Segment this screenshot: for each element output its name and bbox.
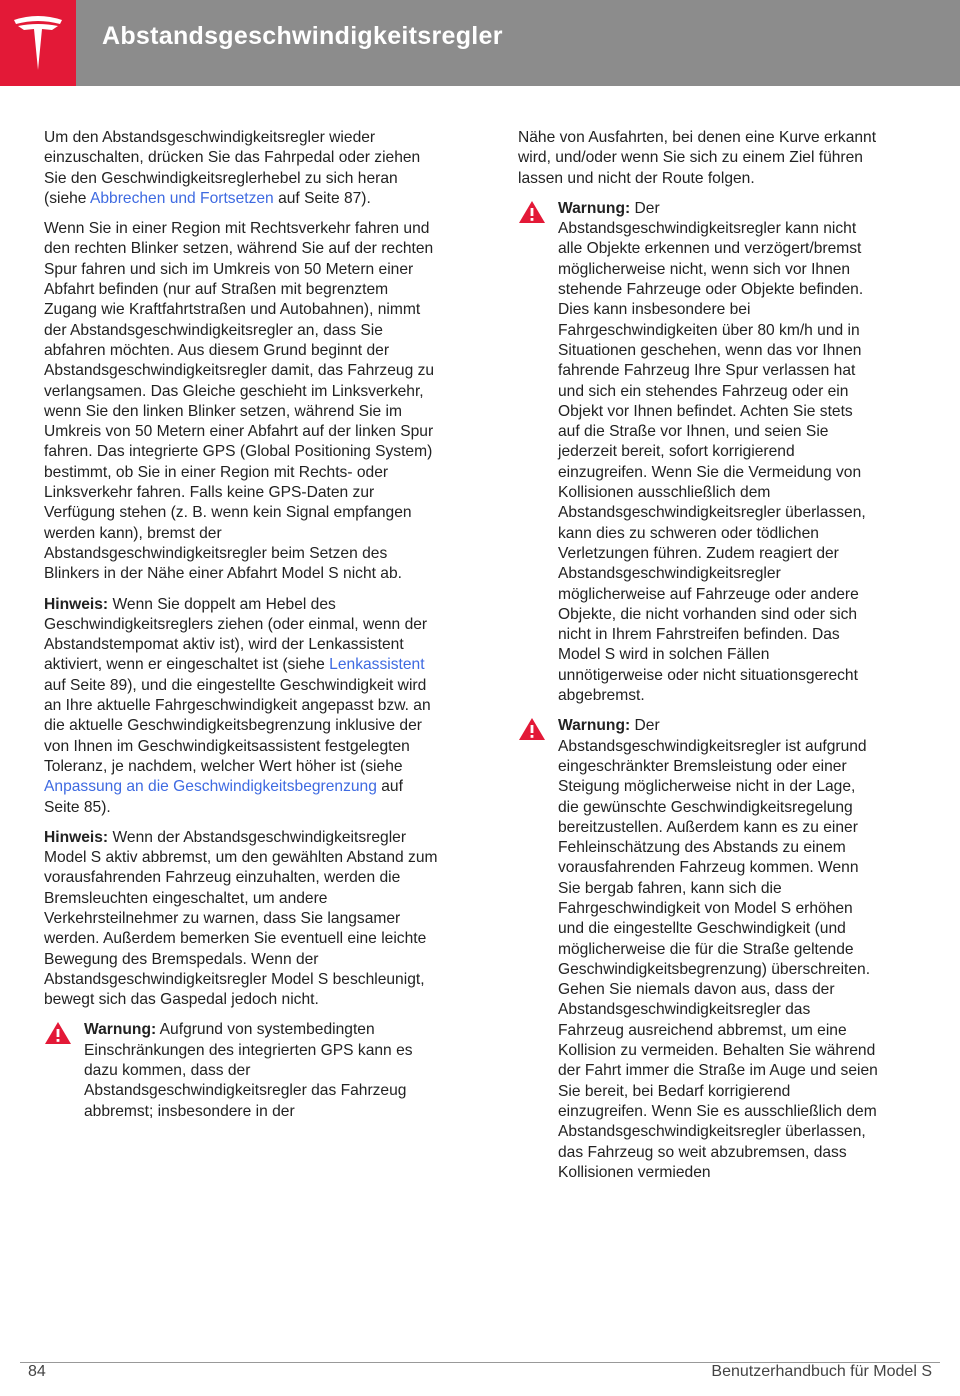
paragraph-continuation: Nähe von Ausfahrten, bei denen eine Kurve erkannt wird, und/oder wenn Sie sich zu einem Ziel führen lassen und nicht der Route folgen. <box>518 129 877 187</box>
paragraph-exit-detection: Wenn Sie in einer Region mit Rechtsverkehr fahren und den rechten Blinker setzen, während Sie auf der rechten Spur fahren und sich im Umkreis von 50 Metern einer Abfahrt befinden (nur auf Straßen mit begrenztem Zugang wie Kraftfahrtstraßen und Autobahnen), nimmt der Abstandsgeschwindigkeitsregler an, dass Sie abfahren möchten. Aus diesem Grund beginnt der Abstandsgeschwindigkeitsregler damit, das Fahrzeug zu verlangsamen. Das Gleiche geschieht im Linksverkehr, wenn Sie den linken Blinker setzen, während Sie im Umkreis von 50 Metern einer Abfahrt auf der linken Spur fahren. Das integrierte GPS (Global Positioning System) bestimmt, ob Sie in einer Region mit Rechts- oder Linksverkehr fahren. Falls keine GPS-Daten zur Verfügung stehen (z. B. wenn kein Signal empfangen werden kann), bremst der Abstandsgeschwindigkeitsregler beim Setzen des Blinkers in der Nähe einer Abfahrt Model S nicht ab. <box>44 220 435 583</box>
note-brake-lights: Hinweis: Wenn der Abstandsgeschwindigkeitsregler Model S aktiv abbremst, um den gewählten Abstand zum vorausfahrenden Fahrzeug einzuhalten, werden die Bremsleuchten eingeschaltet, um andere Verkehrsteilnehmer zu warnen, dass Sie langsamer werden. Außerdem bemerken Sie eventuell eine leichte Bewegung des Bremspedals. Wenn der Abstandsgeschwindigkeitsregler Model S beschleunigt, bewegt sich das Gaspedal jedoch nicht. <box>44 828 438 1009</box>
tesla-logo <box>0 0 76 86</box>
paragraph-reactivate: Um den Abstandsgeschwindigkeitsregler wieder einzuschalten, drücken Sie das Fahrpedal oder ziehen Sie den Geschwindigkeitsreglerhebel zu sich heran (siehe Abbrechen und Fortsetzen auf Seite 87). <box>44 129 421 207</box>
warning-braking-capacity: Warnung: Der Abstandsgeschwindigkeitsregler ist aufgrund eingeschränkter Bremsleistung oder einer Steigung möglicherweise nicht in der Lage, die gewünschte Geschwindigkeitsregelung bereitzustellen. Außerdem kann es zu einer Fehleinschätzung des Abstands zu einem vorausfahrenden Fahrzeug kommen. Wenn Sie bergab fahren, kann sich die Fahrgeschwindigkeit von Model S erhöhen und die eingestellte Geschwindigkeit (und möglicherweise die für die Straße geltende Geschwindigkeitsbegrenzung) überschreiten. Gehen Sie niemals davon aus, dass der Abstandsgeschwindigkeitsregler das Fahrzeug ausreichend abbremst, um eine Kollision zu vermeiden. Behalten Sie während der Fahrt immer die Straße im Auge und seien Sie bereit, bei Bedarf korrigierend einzugreifen. Wenn Sie es ausschließlich dem Abstandsgeschwindigkeitsregler überlassen, das Fahrzeug so weit abzubremsen, dass Kollisionen vermieden <box>518 716 878 1183</box>
link-geschwindigkeitsbegrenzung[interactable]: Anpassung an die Geschwindigkeitsbegrenzung <box>44 778 377 796</box>
warning-triangle-icon <box>44 1021 72 1045</box>
page-title: Abstandsgeschwindigkeitsregler <box>102 22 503 50</box>
page-number: 84 <box>28 1363 46 1380</box>
warning-label: Warnung: <box>84 1021 157 1039</box>
note-label: Hinweis: <box>44 828 109 846</box>
tesla-logo-icon <box>12 14 64 72</box>
page-header <box>0 0 960 86</box>
footer-manual-title: Benutzerhandbuch für Model S <box>711 1363 932 1380</box>
warning-object-detection: Warnung: Der Abstandsgeschwindigkeitsregler kann nicht alle Objekte erkennen und verzögert/bremst möglicherweise nicht, wenn sich vor Ihnen stehende Fahrzeuge oder Objekte befinden. Dies kann insbesondere bei Fahrgeschwindigkeiten über 80 km/h und in Situationen geschehen, wenn das vor Ihnen fahrende Fahrzeug Ihre Spur verlassen hat und sich ein stehendes Fahrzeug oder ein Objekt vor Ihnen befindet. Achten Sie stets auf die Straße vor Ihnen, und seien Sie jederzeit bereit, sofort korrigierend einzugreifen. Wenn Sie die Vermeidung von Kollisionen ausschließlich dem Abstandsgeschwindigkeitsregler überlassen, kann dies zu schweren oder tödlichen Verletzungen führen. Zudem reagiert der Abstandsgeschwindigkeitsregler möglicherweise auf Fahrzeuge oder andere Objekte, die nicht vorhanden sind oder sich nicht in Ihrem Fahrstreifen befinden. Das Model S wird in solchen Fällen unnötigerweise oder nicht situationsgerecht abgebremst. <box>518 199 878 706</box>
warning-triangle-icon <box>518 717 546 741</box>
warning-label: Warnung: <box>558 717 631 735</box>
link-lenkassistent[interactable]: Lenkassistent <box>329 656 425 674</box>
warning-label: Warnung: <box>558 199 631 217</box>
warning-gps: Warnung: Aufgrund von systembedingten Einschränkungen des integrierten GPS kann es dazu kommen, dass der Abstandsgeschwindigkeitsregler das Fahrzeug abbremst; insbesondere in der <box>44 1020 440 1121</box>
right-column <box>518 128 878 1193</box>
warning-triangle-icon <box>518 200 546 224</box>
note-label: Hinweis: <box>44 595 109 613</box>
left-column <box>44 128 440 1132</box>
link-abbrechen-fortsetzen[interactable]: Abbrechen und Fortsetzen <box>89 189 274 207</box>
note-steering-assist: Hinweis: Wenn Sie doppelt am Hebel des Geschwindigkeitsreglers ziehen (oder einmal, wenn der Abstandstempomat aktiv ist), wird der Lenkassistent aktiviert, wenn er eingeschaltet ist (siehe Lenkassistent auf Seite 89), und die eingestellte Geschwindigkeit wird an Ihre aktuelle Fahrgeschwindigkeit angepasst bzw. an die aktuelle Geschwindigkeitsbegrenzung inklusive der von Ihnen im Geschwindigkeitsassistent festgelegten Toleranz, je nachdem, welcher Wert höher ist (siehe Anpassung an die Geschwindigkeitsbegrenzung auf Seite 85). <box>44 595 431 816</box>
